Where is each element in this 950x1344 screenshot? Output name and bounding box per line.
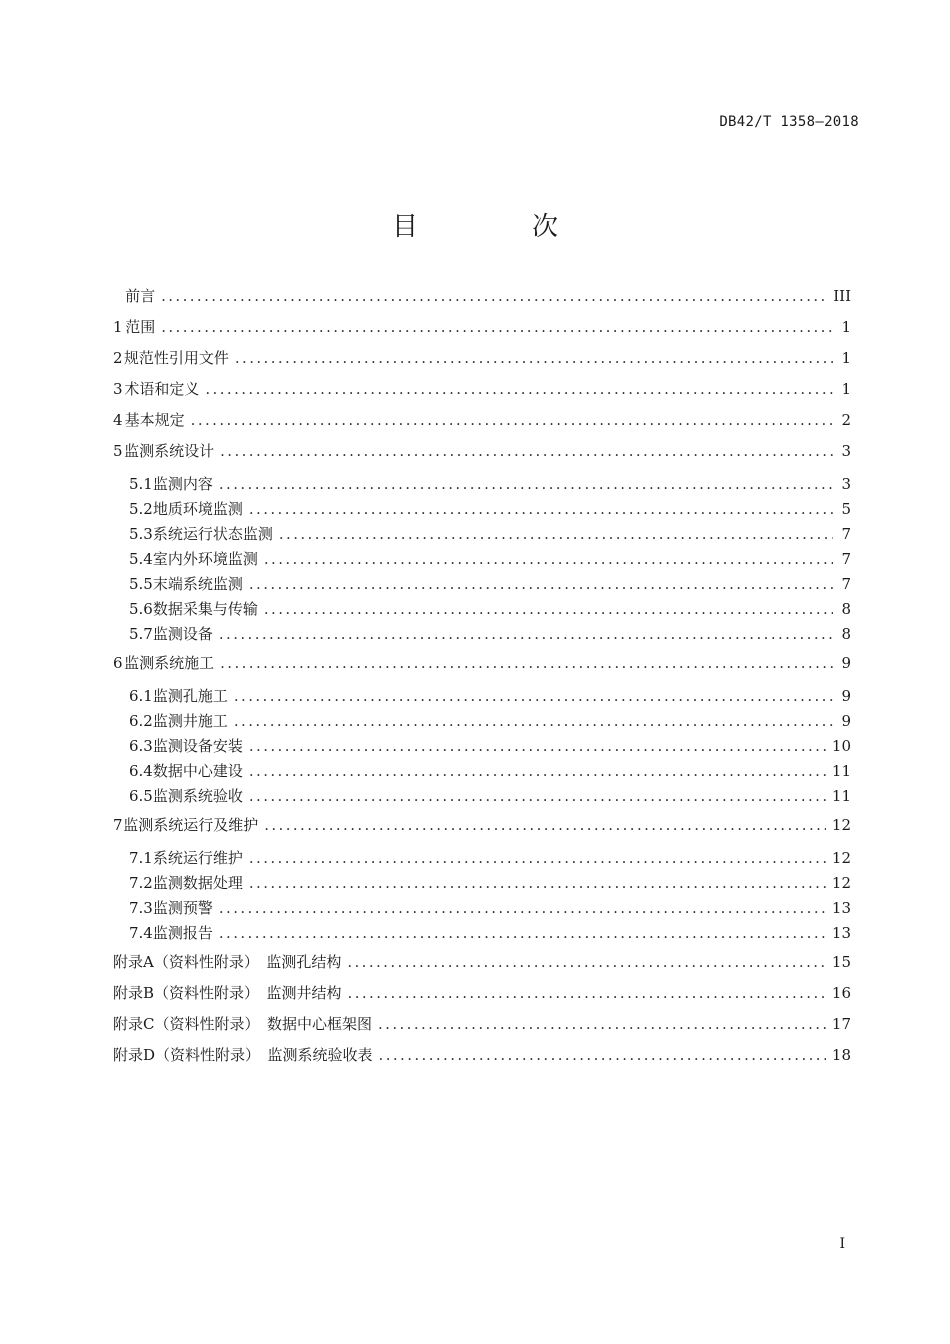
dot-leader [264, 816, 826, 834]
page-title: 目 次 [391, 212, 602, 242]
dot-leader [348, 984, 826, 1002]
dot-leader [279, 525, 833, 543]
toc-entry-number: 7.3 [129, 899, 153, 917]
toc-entry-number: 6.1 [129, 687, 153, 705]
dot-leader [219, 475, 833, 493]
toc-entry[interactable] [113, 548, 851, 570]
toc-entry-number: 7 [113, 816, 123, 834]
toc-entry-page: 9 [841, 712, 851, 730]
toc-entry[interactable] [113, 473, 851, 495]
dot-leader [379, 1046, 826, 1064]
toc-entry-label: 系统运行维护 [152, 849, 243, 867]
dot-leader [347, 953, 826, 971]
toc-entry-page: 15 [831, 953, 851, 971]
toc-entry-number: 1 [113, 318, 123, 336]
toc-entry-page: 7 [841, 525, 851, 543]
toc-entry[interactable] [113, 1044, 851, 1066]
dot-leader [205, 380, 833, 398]
toc-entry-label: 监测井施工 [152, 712, 228, 730]
toc-entry-label: 监测系统验收 [152, 787, 243, 805]
toc-entry[interactable] [113, 285, 851, 307]
toc-entry[interactable] [113, 922, 851, 944]
toc-entry-label: 监测内容 [152, 475, 213, 493]
toc-entry-number: 6.4 [129, 762, 153, 780]
toc-entry-page: 5 [841, 500, 851, 518]
toc-entry-page: 7 [841, 550, 851, 568]
toc-entry[interactable] [113, 598, 851, 620]
toc-entry-number: 5.2 [129, 500, 153, 518]
toc-entry-page: 12 [831, 849, 851, 867]
toc-entry[interactable] [113, 316, 851, 338]
toc-entry[interactable] [113, 347, 851, 369]
dot-leader [249, 874, 826, 892]
toc-entry-number: 7.1 [129, 849, 153, 867]
dot-leader [219, 899, 826, 917]
dot-leader [234, 687, 833, 705]
toc-entry-number: 6.3 [129, 737, 153, 755]
toc-entry-label: 附录B（资料性附录） 监测井结构 [113, 984, 342, 1002]
toc-entry[interactable] [113, 685, 851, 707]
dot-leader [249, 500, 833, 518]
toc-entry-number: 5.6 [129, 600, 153, 618]
dot-leader [220, 654, 833, 672]
toc-entry[interactable] [113, 785, 851, 807]
toc-entry-label: 监测设备安装 [152, 737, 243, 755]
dot-leader [378, 1015, 826, 1033]
toc-entry-label: 末端系统监测 [152, 575, 243, 593]
toc-entry-number: 2 [113, 349, 123, 367]
toc-entry-page: 8 [841, 625, 851, 643]
toc-entry-page: 2 [841, 411, 851, 429]
toc-entry-page: 12 [831, 874, 851, 892]
toc-entry[interactable] [113, 409, 851, 431]
toc-entry-page: 9 [841, 654, 851, 672]
toc-entry[interactable] [113, 378, 851, 400]
toc-entry-page: 1 [841, 380, 851, 398]
dot-leader [249, 762, 826, 780]
dot-leader [249, 737, 826, 755]
toc-entry-label: 监测系统运行及维护 [123, 816, 259, 834]
toc-entry-label: 前言 [125, 287, 156, 305]
toc-entry[interactable] [113, 847, 851, 869]
toc-entry-page: 3 [841, 475, 851, 493]
toc-entry-number: 5.1 [129, 475, 153, 493]
toc-entry-label: 规范性引用文件 [123, 349, 229, 367]
dot-leader [161, 287, 827, 305]
toc-entry-number: 5.5 [129, 575, 153, 593]
toc-entry-number: 5.4 [129, 550, 153, 568]
toc-entry-label: 数据中心建设 [152, 762, 243, 780]
toc-entry-number: 4 [113, 411, 123, 429]
toc-entry-page: 12 [831, 816, 851, 834]
toc-entry-page: 10 [831, 737, 851, 755]
toc-entry-page: 9 [841, 687, 851, 705]
toc-entry[interactable] [113, 760, 851, 782]
dot-leader [191, 411, 833, 429]
toc-entry[interactable] [113, 498, 851, 520]
toc-entry-number: 6.2 [129, 712, 153, 730]
dot-leader [235, 349, 833, 367]
toc-entry-page: 13 [831, 924, 851, 942]
dot-leader [234, 712, 833, 730]
toc-entry-label: 附录A（资料性附录） 监测孔结构 [113, 953, 342, 971]
toc-entry-page: 11 [831, 762, 851, 780]
toc-entry-label: 术语和定义 [124, 380, 200, 398]
toc-entry-number: 3 [113, 380, 123, 398]
toc-entry-label: 监测设备 [152, 625, 213, 643]
toc-entry-page: 1 [841, 318, 851, 336]
toc-entry-page: 8 [841, 600, 851, 618]
toc-entry-label: 附录D（资料性附录） 监测系统验收表 [113, 1046, 373, 1064]
toc-entry-page: 3 [841, 442, 851, 460]
toc-entry[interactable] [113, 440, 851, 462]
toc-entry-label: 系统运行状态监测 [152, 525, 273, 543]
dot-leader [249, 849, 826, 867]
toc-entry[interactable] [113, 735, 851, 757]
toc-entry[interactable] [113, 872, 851, 894]
toc-entry[interactable] [113, 982, 851, 1004]
dot-leader [220, 442, 833, 460]
toc-entry-number: 6 [113, 654, 123, 672]
toc-entry-label: 数据采集与传输 [152, 600, 258, 618]
toc-entry-label: 地质环境监测 [152, 500, 243, 518]
toc-entry-label: 监测预警 [152, 899, 213, 917]
toc-entry[interactable] [113, 652, 851, 674]
toc-entry[interactable] [113, 951, 851, 973]
toc-entry[interactable] [113, 814, 851, 836]
toc-entry-label: 监测报告 [152, 924, 213, 942]
toc-entry[interactable] [113, 623, 851, 645]
dot-leader [249, 575, 833, 593]
dot-leader [264, 550, 833, 568]
toc-entry-page: 18 [831, 1046, 851, 1064]
dot-leader [219, 625, 833, 643]
toc-entry-number: 5.7 [129, 625, 153, 643]
toc-entry-label: 监测孔施工 [152, 687, 228, 705]
toc-entry-number: 5.3 [129, 525, 153, 543]
toc-entry-label: 基本规定 [124, 411, 185, 429]
toc-entry-number: 6.5 [129, 787, 153, 805]
toc-entry[interactable] [113, 1013, 851, 1035]
toc-entry-page: 13 [831, 899, 851, 917]
toc-entry-page: 7 [841, 575, 851, 593]
dot-leader [161, 318, 833, 336]
dot-leader [264, 600, 833, 618]
toc-entry-number: 7.2 [129, 874, 153, 892]
toc-entry-page: 11 [831, 787, 851, 805]
toc-entry[interactable] [113, 573, 851, 595]
toc-entry-number: 7.4 [129, 924, 153, 942]
toc-entry-page: 16 [831, 984, 851, 1002]
toc-entry-label: 监测系统设计 [124, 442, 215, 460]
toc-entry[interactable] [113, 897, 851, 919]
toc-entry-page: 17 [831, 1015, 851, 1033]
toc-entry-label: 范围 [125, 318, 156, 336]
toc-entry-number: 5 [113, 442, 123, 460]
page-number: I [839, 1236, 845, 1252]
toc-entry-label: 附录C（资料性附录） 数据中心框架图 [113, 1015, 372, 1033]
toc-entry-page: III [833, 287, 851, 305]
document-code: DB42/T 1358—2018 [719, 114, 859, 130]
dot-leader [249, 787, 826, 805]
toc-entry-label: 监测数据处理 [152, 874, 243, 892]
toc-entry-label: 监测系统施工 [124, 654, 215, 672]
dot-leader [219, 924, 826, 942]
toc-entry[interactable] [113, 523, 851, 545]
toc-entry-label: 室内外环境监测 [152, 550, 258, 568]
toc-entry-page: 1 [841, 349, 851, 367]
toc-entry[interactable] [113, 710, 851, 732]
